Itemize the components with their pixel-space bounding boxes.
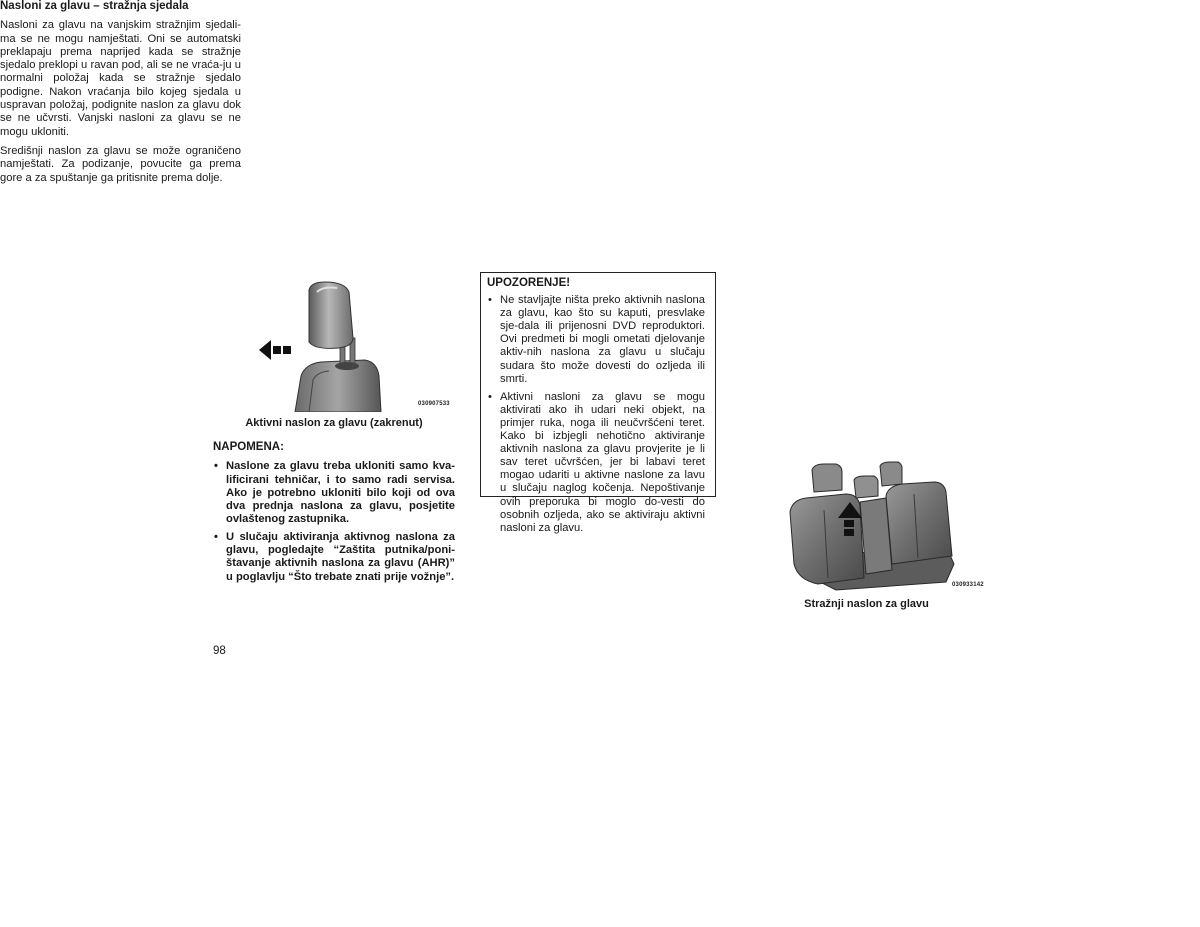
active-headrest-figure xyxy=(213,280,455,412)
arrow-left-icon xyxy=(259,340,271,360)
figure-caption: Aktivni naslon za glavu (zakrenut) xyxy=(245,417,423,429)
rear-headrest-figure-block xyxy=(746,460,987,610)
rear-headrest-figure xyxy=(746,460,987,592)
note-heading: NAPOMENA: xyxy=(213,441,284,453)
right-column xyxy=(0,0,241,185)
section-heading: Nasloni za glavu – stražnja sjedala xyxy=(0,0,189,12)
page-number: 98 xyxy=(213,645,226,657)
left-column xyxy=(213,280,455,429)
figure-code: 030907533 xyxy=(418,401,450,407)
figure-caption: Stražnji naslon za glavu xyxy=(804,598,929,610)
note-section xyxy=(213,441,455,588)
warning-list xyxy=(487,294,705,535)
note-item: • U slučaju aktiviranja aktivnog naslona za glavu, pogledajte “Zaštita putnika/poni-štavanje aktivnih naslona za glavu (AHR)” u poglavlju “Što trebate znati prije vožnje”. xyxy=(213,531,455,584)
note-item: • Naslone za glavu treba ukloniti samo kva-lificirani tehničar, i to samo radi servisa. Ako je potrebno ukloniti bilo koji od ova dva prednja naslona za glavu, posjetite ovlaštenog zastupnika. xyxy=(213,460,455,526)
paragraph: Nasloni za glavu na vanjskim stražnjim sjedali-ma se ne mogu namještati. Oni se automatski preklapaju prema naprijed kada se stražnje sjedalo preklopi u ravan pod, ali se ne vraća-ju u normalni položaj kada se stražnje sjedalo podigne. Nakon vraćanja bilo kojeg sjedala u uspravan položaj, podignite naslon za glavu dok se ne učvrsti. Vanjski nasloni za glavu se ne mogu ukloniti. xyxy=(0,19,241,138)
warning-item: • Ne stavljajte ništa preko aktivnih naslona za glavu, kao što su kaputi, presvlake sje-dala ili prijenosni DVD reproduktori. Ovi predmeti bi mogli ometati djelovanje aktiv-nih naslona za glavu u slučaju sudara što može dovesti do ozljeda ili smrti. xyxy=(487,294,705,386)
note-list xyxy=(213,460,455,584)
headrest-illustration xyxy=(213,280,455,412)
warning-box xyxy=(480,272,716,534)
rear-seat-illustration xyxy=(746,460,987,592)
warning-item: • Aktivni nasloni za glavu se mogu aktivirati ako ih udari neki objekt, na primjer ruka, noga ili neučvršćeni teret. Kako bi izbjegli nehotično aktiviranje aktivnih naslona za glavu provjerite je li sav teret učvršćen, jer bi labavi teret mogao udariti u aktivne naslone za lavu u slučaju naglog kočenja. Nepoštivanje ovih preporuka bi moglo do-vesti do osobnih ozljeda, ako se aktiviraju aktivni nasloni za glavu. xyxy=(487,391,705,535)
figure-code: 030933142 xyxy=(952,582,984,588)
paragraph: Središnji naslon za glavu se može ograničeno namještati. Za podizanje, povucite ga prema gore a za spuštanje ga pritisnite prema dolje. xyxy=(0,144,241,184)
warning-heading: UPOZORENJE! xyxy=(487,277,571,289)
